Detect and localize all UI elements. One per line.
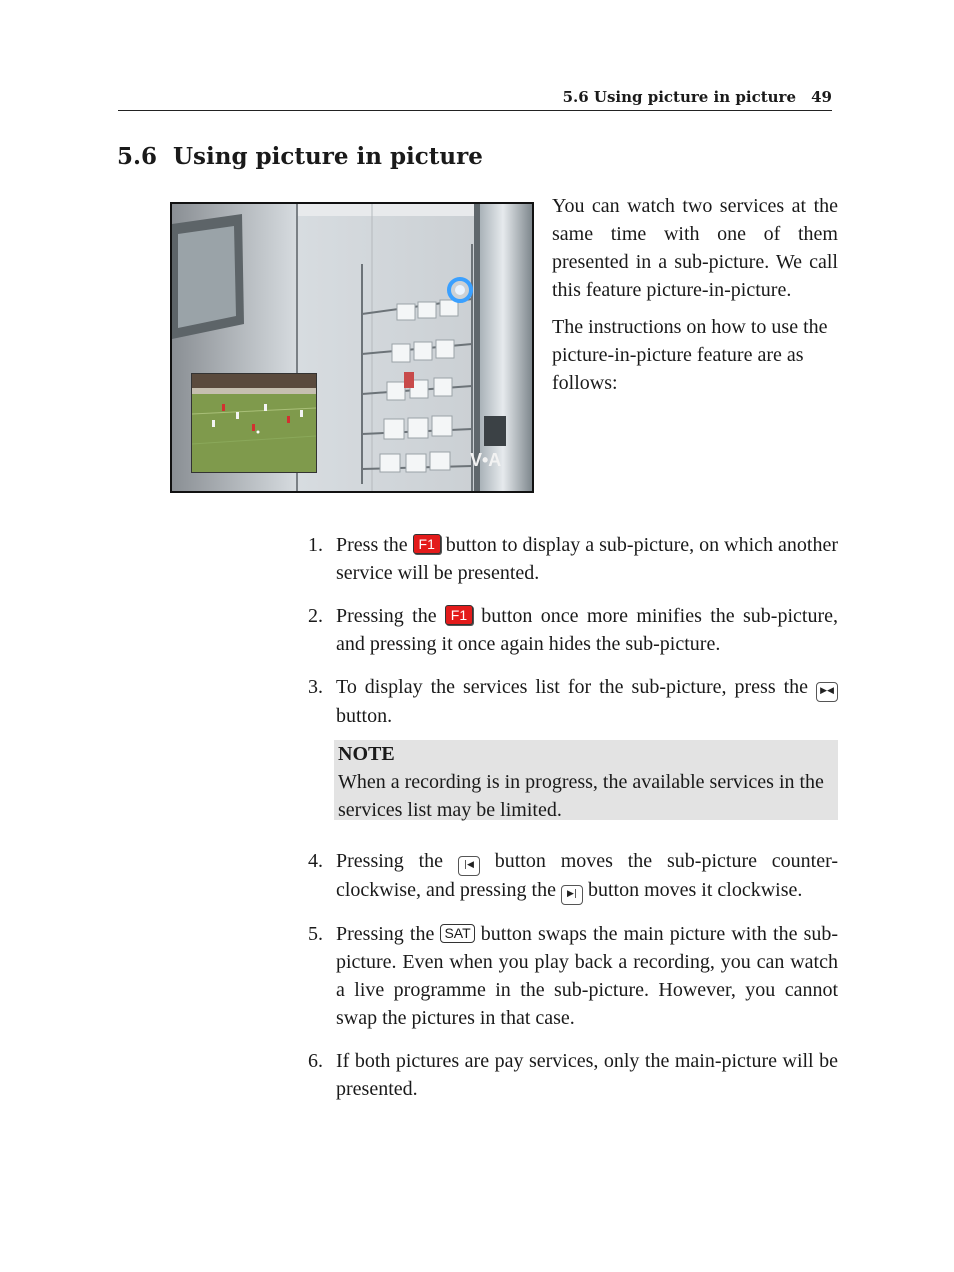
list-item-number: 5.: [308, 923, 323, 945]
list-item: [308, 602, 838, 658]
pip-screenshot: [170, 202, 534, 493]
note-title: NOTE: [338, 743, 395, 765]
intro-text: [552, 192, 838, 406]
note-box: [334, 740, 838, 820]
list-item: [308, 1047, 838, 1103]
note-text: When a recording is in progress, the available services in the services list may be limited.: [338, 771, 824, 821]
channel-watermark: V•A: [470, 450, 502, 470]
step-text: Pressing the: [336, 850, 444, 872]
list-item: [308, 847, 838, 905]
running-header: [118, 86, 832, 111]
step-text: If both pictures are pay services, only the main-picture will be presented.: [336, 1050, 838, 1100]
list-item-number: 6.: [308, 1050, 323, 1072]
step-text: button.: [336, 705, 393, 727]
section-heading: [117, 143, 483, 170]
section-title: Using picture in picture: [173, 143, 483, 170]
f1-key-icon: F1: [445, 605, 473, 625]
list-item: [308, 673, 838, 730]
list-item-number: 3.: [308, 676, 323, 698]
page-number: 49: [811, 88, 832, 106]
list-item: [308, 531, 838, 587]
f1-key-icon: F1: [413, 534, 441, 554]
step-text: button once more minifies the sub-picture, and pressing it once again hides the sub-picture.: [336, 605, 838, 655]
step-text: button to display a sub-picture, on which another service will be presented.: [336, 534, 839, 584]
step-text: button moves it clockwise.: [587, 879, 803, 901]
running-header-title: 5.6 Using picture in picture: [562, 88, 796, 106]
step-text: Press the: [336, 534, 408, 556]
skip-forward-icon: ▶|: [561, 885, 583, 905]
instruction-list: [308, 531, 838, 1103]
step-text: button swaps the main picture with the sub-picture. Even when you play back a recording, you can watch a live programme in the sub-picture. However, you cannot swap the pictures in that case.: [336, 923, 839, 1029]
list-item: [308, 920, 838, 1032]
pip-list-icon: ▶◀: [816, 682, 838, 702]
list-item-number: 4.: [308, 850, 323, 872]
step-text: button moves the sub-picture counter-clockwise, and pressing the: [336, 850, 839, 901]
sub-picture-football-image: [192, 374, 316, 472]
step-text: To display the services list for the sub-picture, press the: [336, 676, 809, 698]
skip-back-icon: |◀: [458, 856, 480, 876]
step-text: Pressing the: [336, 923, 435, 945]
list-item-number: 1.: [308, 534, 323, 556]
sat-key-icon: SAT: [440, 924, 474, 943]
list-item-number: 2.: [308, 605, 323, 627]
step-text: Pressing the: [336, 605, 437, 627]
section-number: 5.6: [117, 143, 158, 170]
intro-paragraph-1: You can watch two services at the same time with one of them presented in a sub-picture. We call this feature picture-in-picture.: [552, 195, 838, 301]
sub-picture: [191, 373, 317, 473]
intro-paragraph-2: The instructions on how to use the picture-in-picture feature are as follows:: [552, 316, 828, 394]
